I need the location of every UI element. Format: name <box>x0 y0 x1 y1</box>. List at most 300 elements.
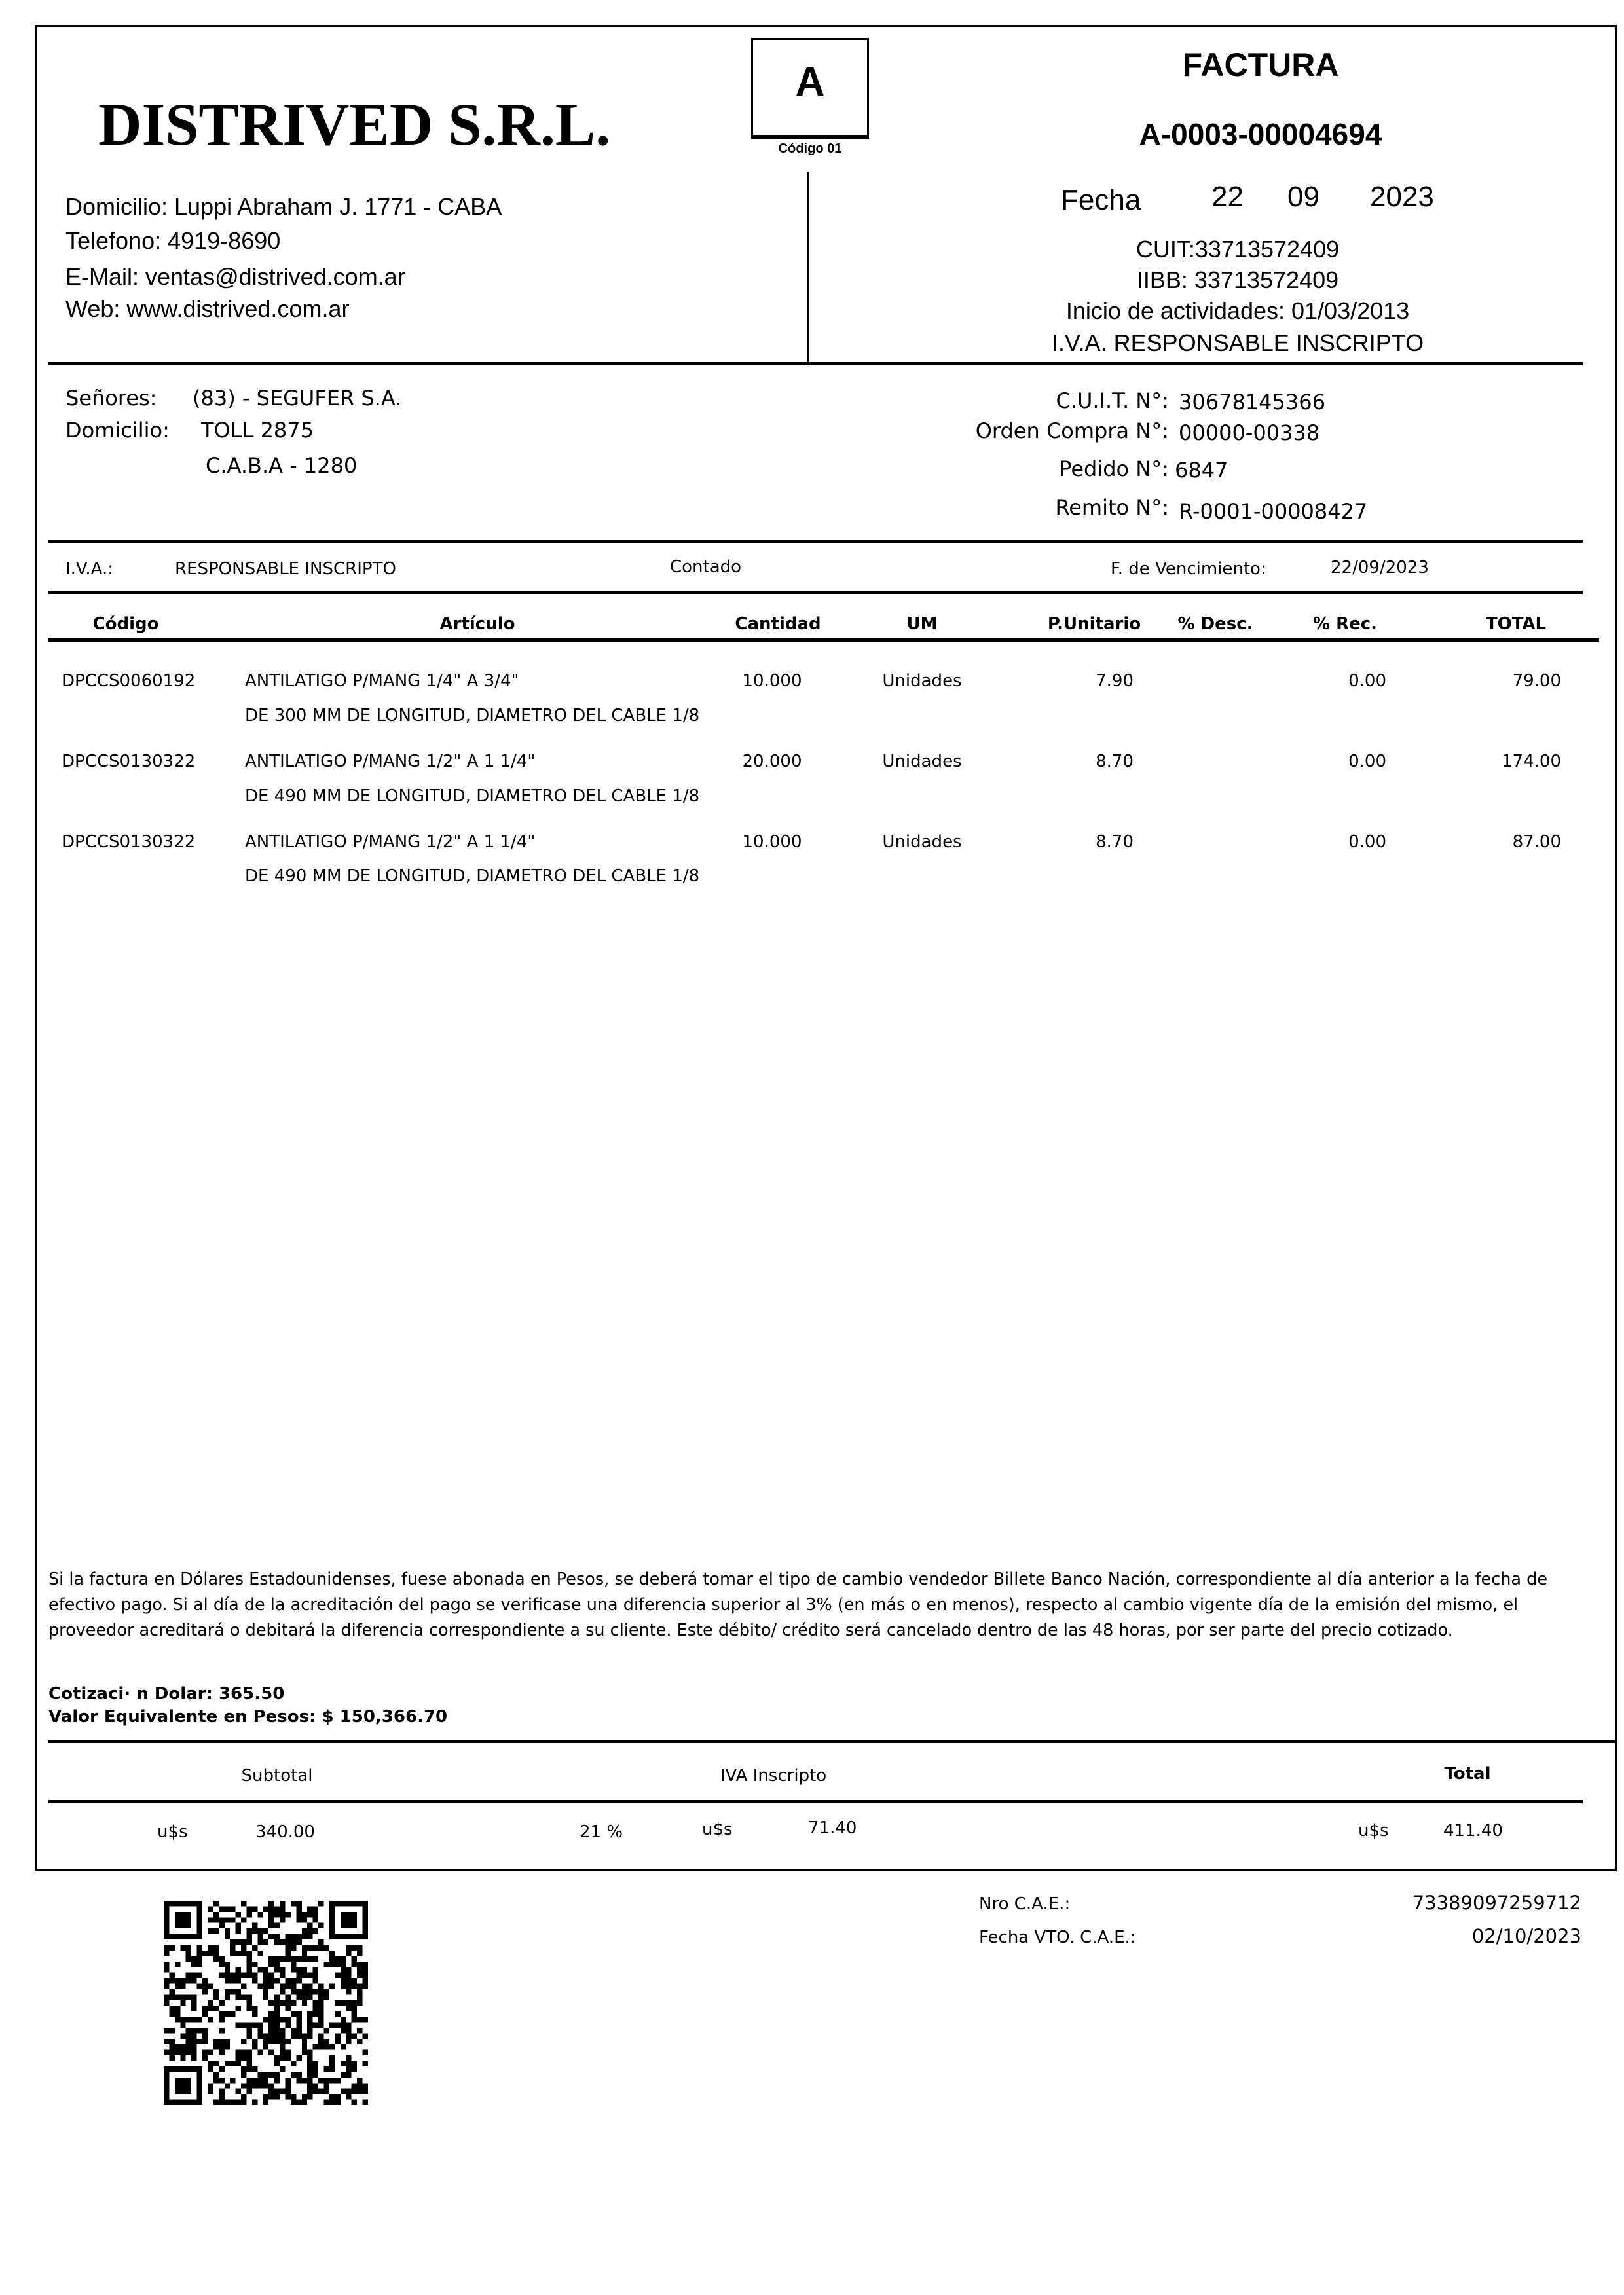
qr-module <box>357 2039 362 2044</box>
qr-module <box>352 2006 357 2011</box>
qr-module <box>291 2028 296 2033</box>
qr-module <box>263 1939 268 1945</box>
payment-condition: Contado <box>670 557 742 577</box>
qr-module <box>307 1989 312 1994</box>
qr-module <box>241 2072 246 2077</box>
qr-module <box>191 2017 196 2022</box>
qr-module <box>164 1951 169 1956</box>
item-description: DE 490 MM DE LONGITUD, DIAMETRO DEL CABLE 1/8 <box>245 786 700 806</box>
qr-module <box>296 1934 301 1939</box>
iva-label: I.V.A.: <box>65 559 113 579</box>
qr-module <box>346 1978 351 1983</box>
qr-module <box>346 2023 351 2028</box>
qr-module <box>363 1967 368 1972</box>
qr-module <box>241 2094 246 2099</box>
qr-module <box>313 2044 318 2049</box>
company-name: DISTRIVED S.R.L. <box>98 91 611 158</box>
qr-module <box>302 1934 307 1939</box>
qr-module <box>296 2023 301 2028</box>
qr-module <box>225 2039 230 2044</box>
qr-module <box>164 1978 169 1983</box>
qr-module <box>202 1978 208 1983</box>
col-header-total: TOTAL <box>1485 614 1547 634</box>
qr-module <box>186 1978 191 1983</box>
qr-module <box>197 2017 202 2022</box>
qr-module <box>324 2066 329 2072</box>
qr-module <box>357 1983 362 1989</box>
qr-module <box>191 1962 196 1967</box>
qr-module <box>268 1983 274 1989</box>
qr-module <box>296 1939 301 1945</box>
qr-module <box>302 2100 307 2105</box>
qr-module <box>274 2028 280 2033</box>
qr-module <box>318 2017 323 2022</box>
qr-module <box>268 2089 274 2094</box>
item-article: ANTILATIGO P/MANG 1/2" A 1 1/4" <box>245 832 536 852</box>
issuer-iibb: IIBB: 33713572409 <box>1136 266 1339 293</box>
qr-module <box>208 2066 213 2072</box>
qr-module <box>257 1939 263 1945</box>
divider <box>48 362 1583 365</box>
qr-module <box>241 1983 246 1989</box>
qr-module <box>346 2028 351 2033</box>
qr-module <box>274 2094 280 2099</box>
qr-module <box>246 2028 251 2033</box>
qr-module <box>252 2066 257 2072</box>
qr-module <box>236 1989 241 1994</box>
qr-module <box>252 1923 257 1928</box>
qr-module <box>357 1951 362 1956</box>
qr-module <box>208 2017 213 2022</box>
qr-module <box>241 2039 246 2044</box>
header-divider-vertical <box>807 172 809 363</box>
qr-module <box>307 1945 312 1950</box>
qr-module <box>318 2006 323 2011</box>
qr-module <box>180 1983 185 1989</box>
qr-module <box>208 1906 213 1911</box>
qr-module <box>252 2100 257 2105</box>
qr-module <box>252 1906 257 1911</box>
qr-module <box>186 2044 191 2049</box>
qr-module <box>280 1917 285 1922</box>
item-total: 79.00 <box>1512 671 1561 691</box>
qr-module <box>352 1956 357 1961</box>
qr-module <box>263 2039 268 2044</box>
qr-module <box>164 1967 169 1972</box>
item-um: Unidades <box>882 671 962 691</box>
qr-module <box>230 2061 235 2066</box>
date-year: 2023 <box>1370 181 1434 213</box>
col-header-surcharge: % Rec. <box>1312 614 1378 634</box>
qr-module <box>257 2072 263 2077</box>
qr-module <box>225 2044 230 2049</box>
qr-module <box>263 1994 268 2000</box>
qr-module <box>363 2100 368 2105</box>
qr-module <box>197 1956 202 1961</box>
qr-module <box>318 2039 323 2044</box>
qr-module <box>268 1901 274 1906</box>
qr-module <box>236 1978 241 1983</box>
qr-module <box>241 2100 246 2105</box>
qr-module <box>180 2033 185 2038</box>
purchase-order-label: Orden Compra N°: <box>975 418 1169 443</box>
qr-module <box>296 2028 301 2033</box>
purchase-order: 00000-00338 <box>1179 420 1320 445</box>
qr-module <box>257 1928 263 1934</box>
qr-module <box>191 2006 196 2011</box>
qr-module <box>263 2100 268 2105</box>
qr-module <box>313 1917 318 1922</box>
qr-module <box>186 1945 191 1950</box>
qr-module <box>202 2011 208 2017</box>
qr-module <box>291 1989 296 1994</box>
date-label: Fecha <box>1061 184 1141 216</box>
qr-module <box>257 2083 263 2088</box>
qr-module <box>257 1983 263 1989</box>
qr-module <box>341 1967 346 1972</box>
issuer-cuit: CUIT:33713572409 <box>1135 236 1340 263</box>
qr-module <box>208 1983 213 1989</box>
qr-module <box>341 1978 346 1983</box>
qr-module <box>246 2000 251 2006</box>
invoice-type: FACTURA <box>1182 46 1339 83</box>
qr-module <box>169 2055 174 2061</box>
qr-module <box>180 2050 185 2055</box>
qr-module <box>225 1989 230 1994</box>
qr-module <box>197 2028 202 2033</box>
qr-module <box>313 1989 318 1994</box>
qr-module <box>346 2039 351 2044</box>
qr-module <box>213 1989 219 1994</box>
qr-module <box>274 1906 280 1911</box>
qr-module <box>291 1983 296 1989</box>
qr-module <box>186 1973 191 1978</box>
qr-module <box>280 1912 285 1917</box>
qr-module <box>236 1973 241 1978</box>
qr-module <box>213 2039 219 2044</box>
qr-module <box>263 2017 268 2022</box>
qr-module <box>268 2039 274 2044</box>
qr-module <box>291 1934 296 1939</box>
qr-module <box>263 1967 268 1972</box>
qr-module <box>236 2050 241 2055</box>
qr-module <box>307 1994 312 2000</box>
qr-module <box>274 1934 280 1939</box>
qr-module <box>268 2017 274 2022</box>
item-um: Unidades <box>882 752 962 771</box>
qr-module <box>291 2072 296 2077</box>
qr-module <box>352 1962 357 1967</box>
qr-module <box>241 1994 246 2000</box>
qr-module <box>341 2028 346 2033</box>
qr-module <box>318 1994 323 2000</box>
qr-module <box>213 2078 219 2083</box>
qr-module <box>246 2023 251 2028</box>
qr-module <box>219 1917 224 1922</box>
qr-module <box>191 2050 196 2055</box>
qr-module <box>246 2055 251 2061</box>
qr-module <box>208 2089 213 2094</box>
qr-module <box>219 2017 224 2022</box>
qr-module <box>268 1962 274 1967</box>
qr-module <box>180 1978 185 1983</box>
qr-module <box>219 2094 224 2099</box>
qr-module <box>335 1962 340 1967</box>
qr-module <box>307 2078 312 2083</box>
qr-module <box>246 2066 251 2072</box>
qr-module <box>352 2000 357 2006</box>
invoice-number: A-0003-00004694 <box>1139 117 1382 151</box>
qr-module <box>197 1973 202 1978</box>
qr-module <box>280 2066 285 2072</box>
qr-module <box>324 2044 329 2049</box>
qr-module <box>291 1901 296 1906</box>
qr-module <box>263 1973 268 1978</box>
qr-module <box>291 1978 296 1983</box>
qr-module <box>341 2023 346 2028</box>
qr-module <box>236 2100 241 2105</box>
qr-module <box>268 2023 274 2028</box>
qr-module <box>318 2044 323 2049</box>
qr-module <box>268 2083 274 2088</box>
qr-module <box>213 1912 219 1917</box>
qr-module <box>268 1934 274 1939</box>
qr-module <box>329 2100 335 2105</box>
qr-module <box>302 1928 307 1934</box>
issuer-phone: Telefono: 4919-8690 <box>65 227 281 254</box>
qr-module <box>219 2066 224 2072</box>
qr-module <box>286 1983 291 1989</box>
qr-module <box>307 2023 312 2028</box>
qr-module <box>252 1928 257 1934</box>
qr-module <box>191 2039 196 2044</box>
qr-module <box>175 1978 180 1983</box>
item-surcharge: 0.00 <box>1348 752 1386 771</box>
qr-module <box>246 2006 251 2011</box>
qr-module <box>257 2033 263 2038</box>
qr-module <box>329 1951 335 1956</box>
qr-module <box>329 2055 335 2061</box>
qr-module <box>274 2023 280 2028</box>
qr-module <box>186 2039 191 2044</box>
qr-module <box>286 1939 291 1945</box>
qr-module <box>296 1906 301 1911</box>
qr-module <box>219 2000 224 2006</box>
qr-module <box>252 2023 257 2028</box>
qr-module <box>236 2023 241 2028</box>
qr-module <box>318 2011 323 2017</box>
qr-module <box>296 2072 301 2077</box>
qr-module <box>230 1939 235 1945</box>
qr-module <box>313 2000 318 2006</box>
qr-module <box>274 2000 280 2006</box>
qr-module <box>280 1973 285 1978</box>
qr-module <box>363 1978 368 1983</box>
qr-module <box>225 2083 230 2088</box>
qr-module <box>335 2023 340 2028</box>
qr-module <box>302 2039 307 2044</box>
iva-amount: 71.40 <box>808 1818 857 1838</box>
qr-module <box>175 2050 180 2055</box>
qr-module <box>280 2028 285 2033</box>
qr-module <box>241 1901 246 1906</box>
qr-module <box>318 1923 323 1928</box>
customer-cuit-label: C.U.I.T. N°: <box>1056 388 1169 413</box>
qr-module <box>274 2039 280 2044</box>
qr-module <box>202 2006 208 2011</box>
qr-module <box>291 2033 296 2038</box>
qr-module <box>352 1983 357 1989</box>
qr-module <box>263 2094 268 2099</box>
order-number: 6847 <box>1175 458 1228 483</box>
qr-module <box>208 2061 213 2066</box>
qr-module <box>230 2011 235 2017</box>
qr-module <box>197 1983 202 1989</box>
qr-module <box>208 2050 213 2055</box>
qr-module <box>280 2033 285 2038</box>
qr-module <box>318 1939 323 1945</box>
qr-module <box>241 2066 246 2072</box>
qr-module <box>324 2078 329 2083</box>
qr-module <box>313 2023 318 2028</box>
qr-module <box>286 2050 291 2055</box>
qr-module <box>296 1967 301 1972</box>
qr-module <box>307 2061 312 2066</box>
qr-module <box>346 1973 351 1978</box>
qr-module <box>363 1983 368 1989</box>
qr-module <box>324 2083 329 2088</box>
qr-module <box>208 2000 213 2006</box>
qr-module <box>180 2055 185 2061</box>
divider <box>48 1800 1583 1803</box>
qr-module <box>241 2083 246 2088</box>
qr-module <box>286 2094 291 2099</box>
issuer-iva-status: I.V.A. RESPONSABLE INSCRIPTO <box>1051 329 1424 356</box>
qr-module <box>252 1973 257 1978</box>
qr-module <box>291 1945 296 1950</box>
qr-module <box>280 2050 285 2055</box>
qr-module <box>274 1994 280 2000</box>
qr-module <box>280 1939 285 1945</box>
qr-module <box>197 2039 202 2044</box>
qr-module <box>191 1978 196 1983</box>
qr-module <box>246 1934 251 1939</box>
qr-module <box>213 2061 219 2066</box>
qr-module <box>246 2083 251 2088</box>
pesos-equivalent: Valor Equivalente en Pesos: $ 150,366.70 <box>48 1707 448 1727</box>
qr-module <box>352 1945 357 1950</box>
qr-module <box>286 1945 291 1950</box>
qr-module <box>329 1962 335 1967</box>
qr-module <box>208 2083 213 2088</box>
qr-module <box>357 1989 362 1994</box>
qr-module <box>307 1956 312 1961</box>
qr-module <box>219 2100 224 2105</box>
qr-module <box>318 1983 323 1989</box>
qr-module <box>246 1939 251 1945</box>
qr-module <box>213 1951 219 1956</box>
qr-module <box>252 1945 257 1950</box>
qr-module <box>313 1973 318 1978</box>
qr-module <box>252 2083 257 2088</box>
qr-module <box>335 2039 340 2044</box>
qr-module <box>329 2078 335 2083</box>
qr-module <box>230 1973 235 1978</box>
col-header-code: Código <box>92 614 159 634</box>
qr-module <box>197 1951 202 1956</box>
qr-module <box>341 2044 346 2049</box>
qr-module <box>324 2100 329 2105</box>
qr-module <box>313 2066 318 2072</box>
customer-address: TOLL 2875 <box>201 418 314 443</box>
qr-module <box>307 1983 312 1989</box>
qr-module <box>302 2078 307 2083</box>
qr-module <box>335 2000 340 2006</box>
qr-module <box>225 1962 230 1967</box>
qr-module <box>175 2011 180 2017</box>
total-label: Total <box>1444 1764 1491 1784</box>
qr-module <box>313 2011 318 2017</box>
qr-module <box>318 2000 323 2006</box>
qr-module <box>318 2078 323 2083</box>
qr-module <box>186 1994 191 2000</box>
qr-module <box>313 2083 318 2088</box>
qr-module <box>313 1906 318 1911</box>
qr-module <box>219 2039 224 2044</box>
qr-module <box>164 2000 169 2006</box>
issuer-email: E-Mail: ventas@distrived.com.ar <box>65 263 405 290</box>
qr-module <box>296 2100 301 2105</box>
qr-module <box>302 1956 307 1961</box>
qr-module <box>257 1967 263 1972</box>
qr-module <box>346 1945 351 1950</box>
qr-module <box>341 1962 346 1967</box>
qr-module <box>191 1973 196 1978</box>
iva-amount-label: IVA Inscripto <box>720 1766 827 1786</box>
qr-module <box>236 1967 241 1972</box>
qr-module <box>257 1951 263 1956</box>
qr-module <box>169 2006 174 2011</box>
qr-module <box>291 2000 296 2006</box>
qr-module <box>202 2033 208 2038</box>
qr-module <box>246 1973 251 1978</box>
qr-module <box>180 1994 185 2000</box>
qr-module <box>352 2083 357 2088</box>
qr-module <box>186 1956 191 1961</box>
qr-module <box>252 1962 257 1967</box>
item-quantity: 20.000 <box>742 752 802 771</box>
invoice-letter: A <box>795 60 825 105</box>
qr-module <box>274 2055 280 2061</box>
qr-module <box>329 2023 335 2028</box>
qr-module <box>313 1967 318 1972</box>
col-header-um: UM <box>906 614 938 634</box>
qr-module <box>169 2050 174 2055</box>
qr-module <box>363 1973 368 1978</box>
qr-module <box>236 1994 241 2000</box>
qr-module <box>257 2023 263 2028</box>
qr-module <box>280 2089 285 2094</box>
subtotal-label: Subtotal <box>241 1766 313 1786</box>
qr-module <box>346 2006 351 2011</box>
item-unit-price: 8.70 <box>1096 752 1134 771</box>
qr-module <box>202 2050 208 2055</box>
qr-finder <box>175 1912 191 1928</box>
qr-module <box>307 2083 312 2088</box>
qr-module <box>225 2011 230 2017</box>
qr-module <box>263 2044 268 2049</box>
qr-module <box>296 2055 301 2061</box>
